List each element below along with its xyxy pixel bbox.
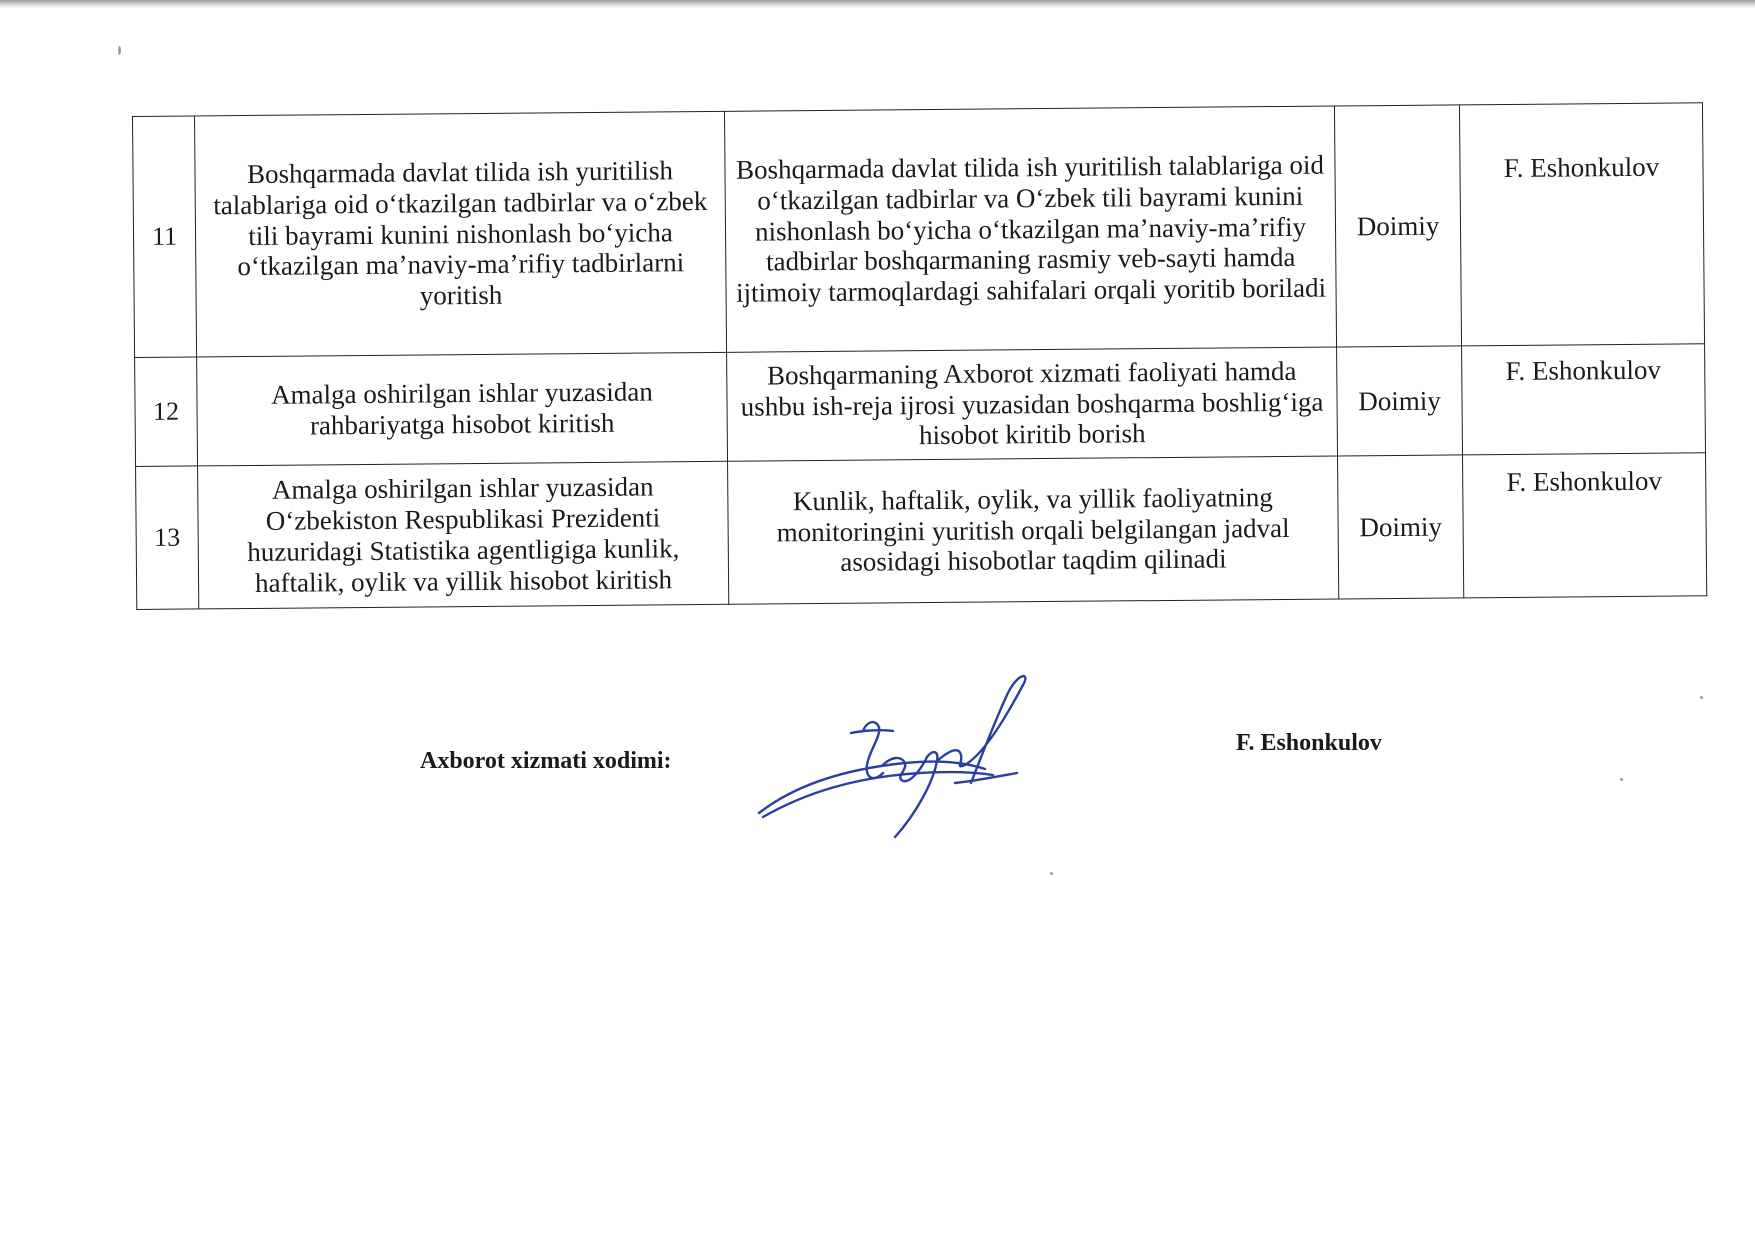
description-cell: Boshqarmada davlat tilida ish yuritilish talablariga oid o‘tkazilgan tadbirlar va O‘zbek tili bayrami kunini nishonlash bo‘yicha o‘tkazilgan ma’naviy-ma’rifiy tadbirlar boshqarmaning rasmiy veb-sayti hamda ijtimoiy tarmoqlardagi sahifalari orqali yoritib boriladi (724, 106, 1336, 352)
handwritten-signature (755, 665, 1065, 845)
period-cell: Doimiy (1337, 346, 1463, 456)
signatory-title: Axborot xizmati xodimi: (420, 748, 672, 774)
task-cell: Boshqarmada davlat tilida ish yuritilish talablariga oid o‘tkazilgan tadbirlar va o‘zbek tili bayrami kunini nishonlash bo‘yicha o‘tkazilgan ma’naviy-ma’rifiy tadbirlarni yoritish (195, 111, 727, 357)
table-row (133, 103, 1705, 358)
responsible-cell: F. Eshonkulov (1463, 453, 1707, 598)
scan-speck (1620, 778, 1623, 781)
row-number: 11 (133, 116, 197, 358)
scan-edge-shadow (0, 0, 1755, 8)
plan-table (132, 102, 1707, 610)
signatory-name: F. Eshonkulov (1236, 730, 1382, 756)
responsible-cell: F. Eshonkulov (1462, 344, 1706, 455)
description-cell: Kunlik, haftalik, oylik, va yillik faoliyatning monitoringini yuritish orqali belgilangan jadval asosidagi hisobotlar taqdim qilinadi (728, 456, 1339, 604)
plan-table-container (132, 102, 1706, 610)
scan-speck (118, 46, 121, 55)
responsible-cell: F. Eshonkulov (1459, 103, 1704, 346)
period-cell: Doimiy (1334, 105, 1461, 347)
period-cell: Doimiy (1338, 455, 1464, 599)
table-row (135, 344, 1706, 467)
task-cell: Amalga oshirilgan ishlar yuzasidan O‘zbekiston Respublikasi Prezidenti huzuridagi Statistika agentligiga kunlik, haftalik, oylik va yillik hisobot kiritish (198, 461, 729, 609)
description-cell: Boshqarmaning Axborot xizmati faoliyati hamda ushbu ish-reja ijrosi yuzasidan boshqarma boshlig‘iga hisobot kiritib borish (727, 347, 1338, 461)
scan-speck (1700, 696, 1703, 699)
row-number: 12 (135, 357, 198, 467)
task-cell: Amalga oshirilgan ishlar yuzasidan rahbariyatga hisobot kiritish (197, 352, 728, 466)
row-number: 13 (136, 466, 199, 610)
scan-speck (1050, 872, 1053, 875)
table-row (136, 453, 1707, 610)
